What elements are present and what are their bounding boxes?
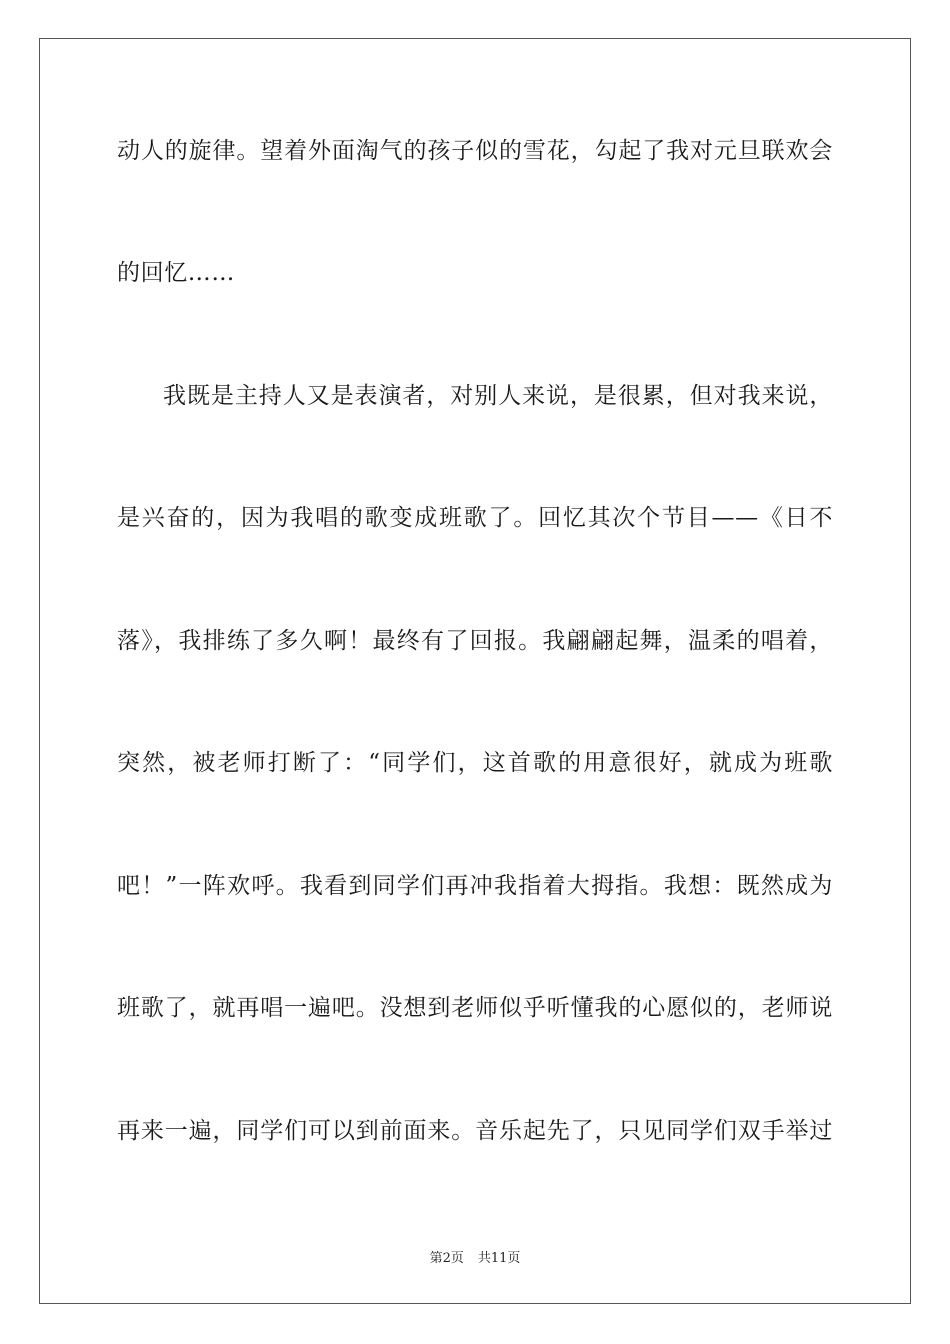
text-line-7: 吧！”一阵欢呼。我看到同学们再冲我指着大拇指。我想：既然成为 — [117, 873, 833, 899]
text-line-8: 班歌了，就再唱一遍吧。没想到老师似乎听懂我的心愿似的，老师说 — [117, 995, 833, 1021]
text-line-5: 落》，我排练了多久啊！最终有了回报。我翩翩起舞，温柔的唱着， — [117, 628, 833, 654]
text-line-9: 再来一遍，同学们可以到前面来。音乐起先了，只见同学们双手举过 — [117, 1118, 833, 1144]
page-number: 第2页 — [429, 1251, 464, 1266]
total-pages: 共11页 — [477, 1251, 521, 1266]
text-line-6: 突然，被老师打断了：“同学们，这首歌的用意很好，就成为班歌 — [117, 750, 833, 776]
text-line-1: 动人的旋律。望着外面淘气的孩子似的雪花，勾起了我对元旦联欢会 — [117, 138, 833, 164]
paragraph-start-line: 我既是主持人又是表演者，对别人来说，是很累，但对我来说， — [163, 383, 833, 409]
page-footer — [0, 1247, 950, 1266]
text-line-4: 是兴奋的，因为我唱的歌变成班歌了。回忆其次个节目——《日不 — [117, 505, 833, 531]
text-line-2: 的回忆…… — [117, 260, 235, 286]
page-border — [39, 38, 911, 1304]
